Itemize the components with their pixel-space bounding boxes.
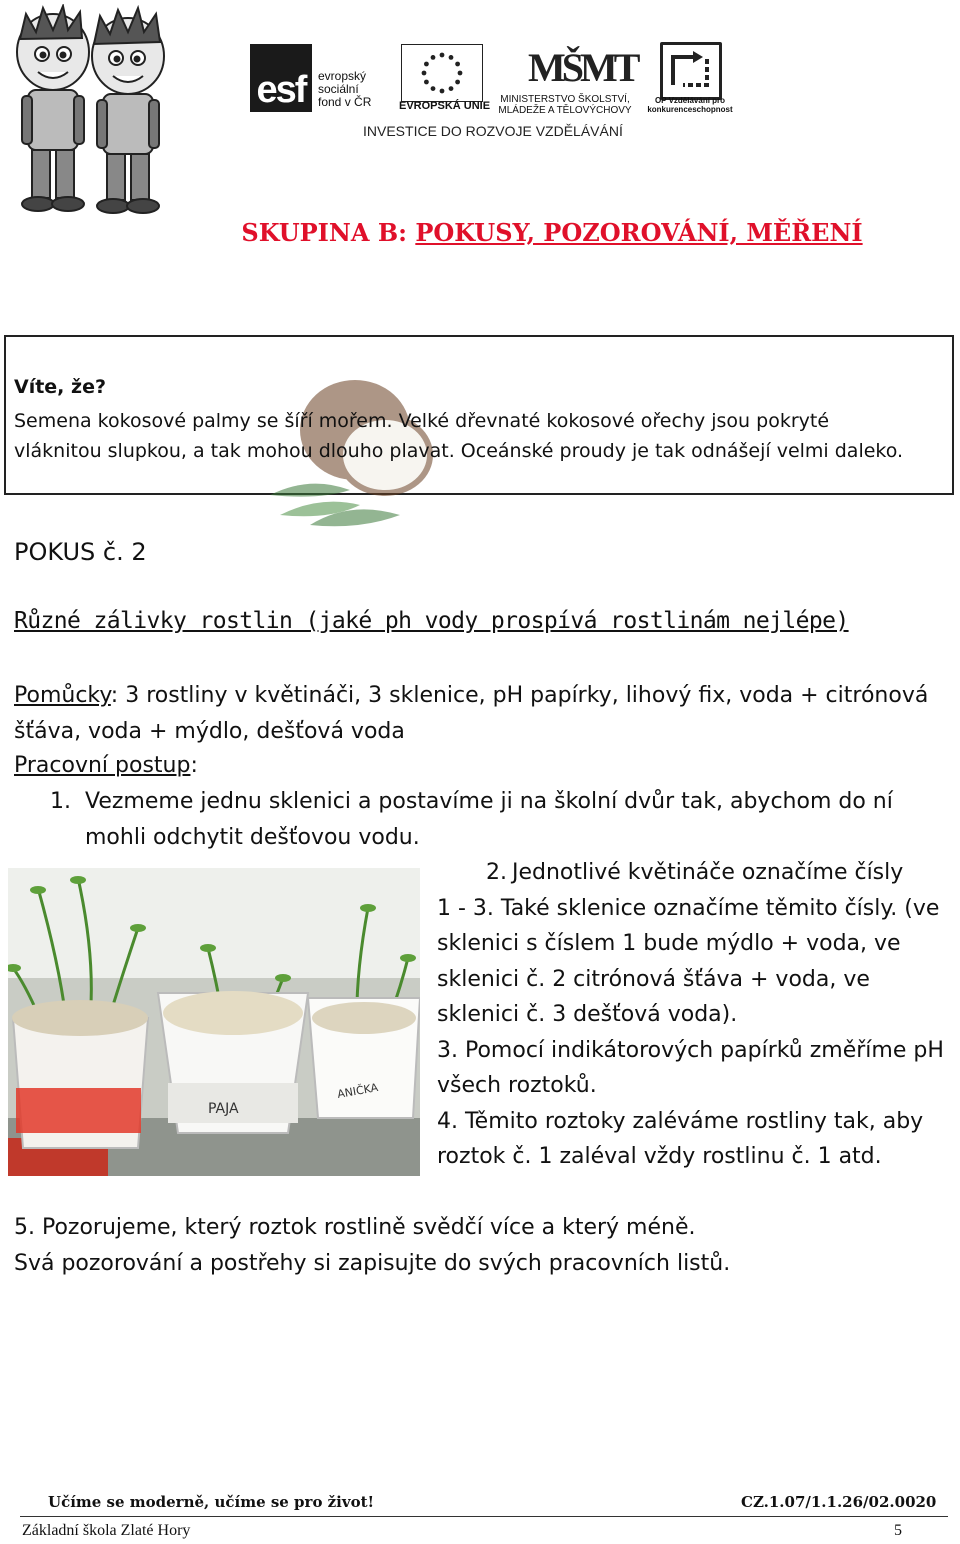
eu-star-icon	[458, 71, 463, 76]
experiment-title: Různé zálivky rostlin (jaké ph vody prospívá rostlinám nejlépe)	[14, 608, 849, 634]
tools-text: : 3 rostliny v květináči, 3 sklenice, pH papírky, lihový fix, voda + citrónová šťáva, voda + mýdlo, dešťová voda	[14, 683, 929, 744]
esf-sub-line: fond v ČR	[318, 95, 372, 109]
esf-sub-line: sociální	[318, 82, 359, 96]
eu-stars-icon	[402, 45, 482, 101]
eu-star-icon	[455, 80, 460, 85]
eu-star-icon	[440, 53, 445, 58]
title-main: POKUSY, POZOROVÁNÍ, MĚŘENÍ	[415, 218, 863, 247]
op-label: OP Vzdělávání pro konkurenceschopnost	[647, 96, 733, 114]
photo-label-paja: PAJA	[208, 1101, 239, 1117]
fact-heading: Víte, že?	[14, 376, 106, 398]
cartoon-kids-illustration	[8, 4, 173, 219]
investice-slogan: INVESTICE DO ROZVOJE VZDĚLÁVÁNÍ	[363, 123, 623, 139]
eu-star-icon	[431, 86, 436, 91]
eu-star-icon	[422, 71, 427, 76]
eu-star-icon	[431, 55, 436, 60]
eu-star-icon	[424, 62, 429, 67]
procedure-label: Pracovní postup	[14, 753, 191, 778]
steps-right-column	[437, 855, 947, 1175]
photo-label-anicka: ANIČKA	[336, 1080, 380, 1101]
step-5-block	[14, 1210, 944, 1281]
step-2-first: Jednotlivé květináče označíme čísly	[512, 860, 904, 885]
closing-note: Svá pozorování a postřehy si zapisujte do svých pracovních listů.	[14, 1250, 731, 1276]
eu-star-icon	[440, 89, 445, 94]
tools-label: Pomůcky	[14, 683, 111, 708]
msmt-logo: MŠMT	[528, 45, 637, 90]
page-title	[0, 218, 960, 247]
experiment-label: POKUS č. 2	[14, 538, 147, 566]
eu-star-icon	[449, 55, 454, 60]
step-5: 5. Pozorujeme, který roztok rostlině svědčí více a který méně.	[14, 1215, 696, 1240]
footer-project-code: CZ.1.07/1.1.26/02.0020	[741, 1493, 937, 1511]
footer-slogan: Učíme se moderně, učíme se pro život!	[48, 1493, 375, 1511]
footer-divider	[20, 1516, 948, 1517]
op-arrows-icon	[663, 45, 719, 97]
esf-logo	[250, 44, 312, 112]
footer-school: Základní škola Zlaté Hory	[22, 1522, 191, 1539]
esf-subtitle	[318, 70, 371, 109]
procedure-colon: :	[190, 753, 198, 778]
step-1-number: 1.	[50, 789, 71, 814]
step-2-number: 2.	[486, 860, 507, 885]
eu-flag-logo	[401, 44, 483, 102]
eu-star-icon	[449, 86, 454, 91]
eu-star-icon	[455, 62, 460, 67]
esf-logo-text: esf	[256, 69, 306, 111]
plants-photo	[8, 868, 420, 1176]
step-1	[50, 784, 930, 855]
eu-star-icon	[424, 80, 429, 85]
title-prefix: SKUPINA B:	[241, 218, 407, 247]
procedure-heading	[14, 748, 198, 784]
op-logo	[660, 42, 722, 100]
fact-text: Semena kokosové palmy se šíří mořem. Velké dřevnaté kokosové ořechy jsou pokryté vláknitou slupkou, a tak mohou dlouho plavat. Oceánské proudy je tak odnášejí velmi daleko.	[14, 410, 904, 462]
step-3: 3. Pomocí indikátorových papírků změříme pH všech roztoků.	[437, 1037, 944, 1098]
msmt-label: MINISTERSTVO ŠKOLSTVÍ, MLÁDEŽE A TĚLOVÝCHOVY	[498, 94, 632, 116]
tools-paragraph	[14, 678, 934, 749]
step-2-rest: 1 - 3. Také sklenice označíme těmito čísly. (ve sklenici s číslem 1 bude mýdlo + voda, ve sklenici č. 2 citrónová šťáva + voda, ve sklenici č. 3 dešťová voda).	[437, 895, 940, 1027]
step-2-first-line	[437, 855, 947, 891]
esf-sub-line: evropský	[318, 69, 367, 83]
page-number: 5	[894, 1522, 902, 1539]
step-1-text: Vezmeme jednu sklenici a postavíme ji na školní dvůr tak, abychom do ní mohli odchytit dešťovou vodu.	[85, 789, 893, 850]
eu-label: EVROPSKÁ UNIE	[399, 100, 491, 112]
step-4: 4. Těmito roztoky zaléváme rostliny tak, aby roztok č. 1 zaléval vždy rostlinu č. 1 atd.	[437, 1108, 924, 1169]
